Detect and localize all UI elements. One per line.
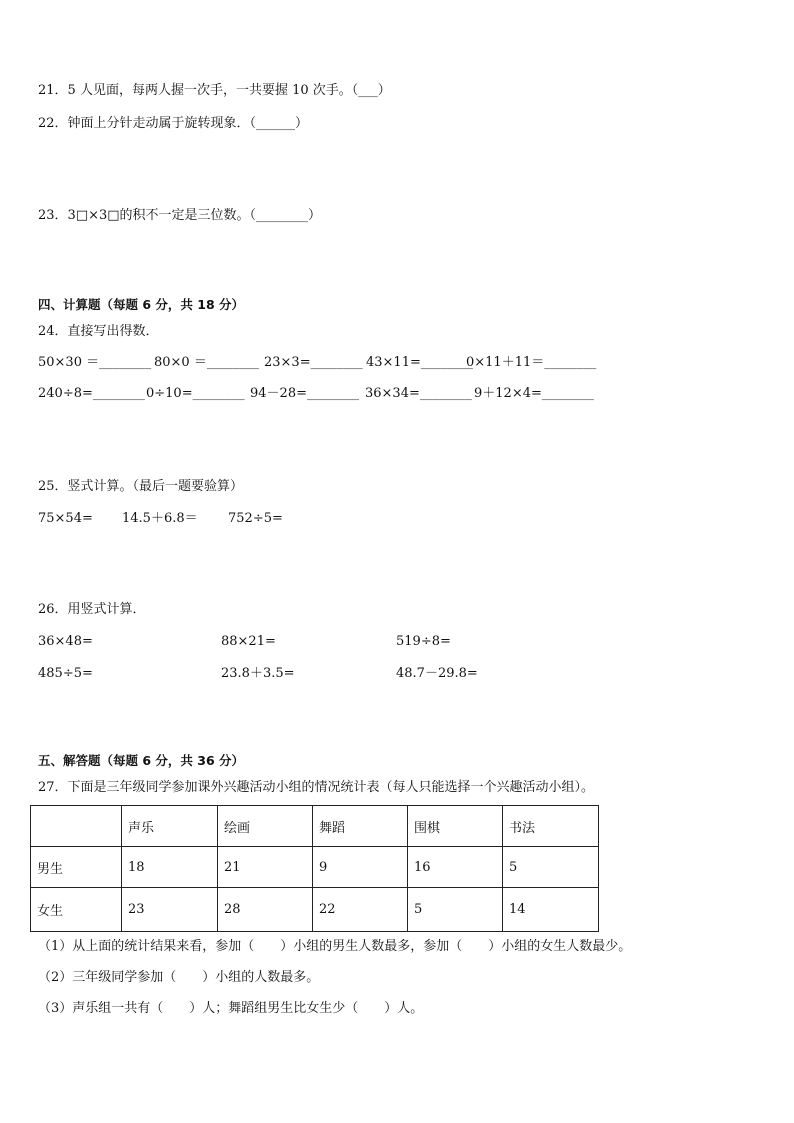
q24-item: 43×11=________ [366,355,473,370]
q25-item: 75×54= [38,511,93,526]
table-cell: 女生 [31,888,122,932]
table-cell: 18 [122,847,218,888]
table-header-cell [31,806,122,847]
q26-item: 519÷8= [396,634,451,649]
question-26: 26．用竖式计算． [38,602,146,617]
table-cell: 22 [313,888,408,932]
question-24: 24．直接写出得数． [38,324,159,339]
table-header-cell: 舞蹈 [313,806,408,847]
table-cell: 5 [503,847,599,888]
question-25: 25．竖式计算。（最后一题要验算） [38,479,244,494]
table-cell: 28 [218,888,313,932]
q27-sub-2: （2）三年级同学参加（ ）小组的人数最多。 [38,970,320,985]
q24-item: 240÷8=________ [38,386,145,401]
q26-item: 485÷5= [38,666,93,681]
q24-item: 50×30 ＝________ [38,355,152,370]
table-header-cell: 围棋 [408,806,503,847]
q26-item: 23.8＋3.5= [221,666,295,681]
table-header-cell: 绘画 [218,806,313,847]
section-5-heading: 五、解答题（每题 6 分，共 36 分） [38,753,245,768]
table-header-cell: 书法 [503,806,599,847]
question-23: 23．3□×3□的积不一定是三位数。（________） [38,208,322,223]
q25-item: 752÷5= [228,511,283,526]
table-cell: 男生 [31,847,122,888]
q24-item: 0×11＋11＝________ [466,355,597,370]
table-cell: 16 [408,847,503,888]
question-27: 27．下面是三年级同学参加课外兴趣活动小组的情况统计表（每人只能选择一个兴趣活动小组）。 [38,780,595,795]
question-21: 21．5 人见面，每两人握一次手，一共要握 10 次手。（___） [38,83,391,98]
table-row [31,888,599,932]
table-cell: 23 [122,888,218,932]
q27-sub-3: （3）声乐组一共有（ ）人；舞蹈组男生比女生少（ ）人。 [38,1001,424,1016]
table-cell: 9 [313,847,408,888]
question-22: 22．钟面上分针走动属于旋转现象．（______） [38,116,309,131]
section-4-heading: 四、计算题（每题 6 分，共 18 分） [38,297,245,312]
q26-item: 36×48= [38,634,93,649]
q24-item: 23×3=________ [264,355,363,370]
q24-item: 36×34=________ [365,386,472,401]
q26-item: 88×21= [221,634,276,649]
q25-item: 14.5＋6.8＝ [122,511,198,526]
table-cell: 14 [503,888,599,932]
q27-sub-1: （1）从上面的统计结果来看，参加（ ）小组的男生人数最多，参加（ ）小组的女生人数最少。 [38,939,632,954]
q24-item: 80×0 ＝________ [154,355,259,370]
table-cell: 5 [408,888,503,932]
q24-item: 9＋12×4=________ [474,386,594,401]
table-header-row [31,806,599,847]
q26-item: 48.7－29.8= [396,666,478,681]
q24-item: 94－28=________ [250,386,359,401]
stats-table [30,805,599,932]
table-header-cell: 声乐 [122,806,218,847]
table-cell: 21 [218,847,313,888]
q24-item: 0÷10=________ [146,386,245,401]
table-row [31,847,599,888]
